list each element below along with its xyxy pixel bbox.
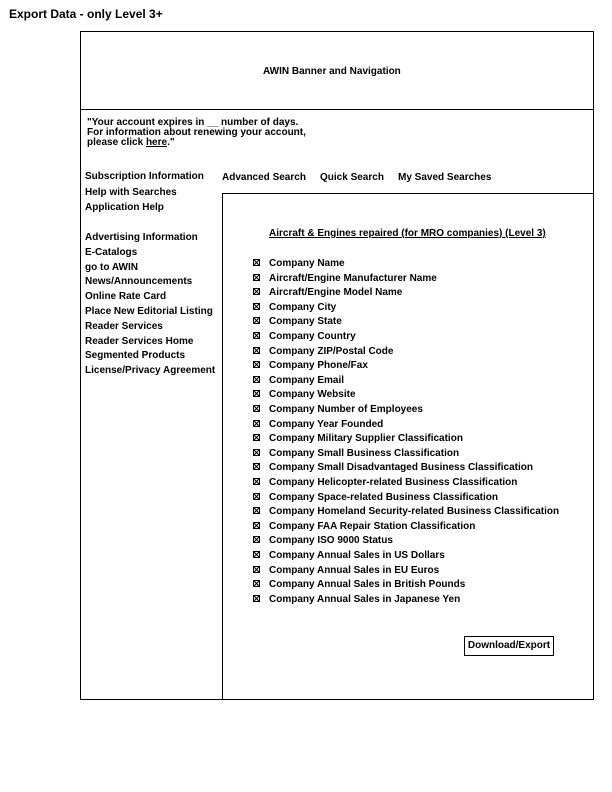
checkbox-company-annual-sales-in-eu-euros[interactable] (253, 566, 260, 573)
field-label: Company Annual Sales in EU Euros (269, 564, 440, 576)
checkbox-company-annual-sales-in-british-pounds[interactable] (253, 580, 260, 587)
section-title: Aircraft & Engines repaired (for MRO companies) (Level 3) (269, 228, 546, 239)
field-label: Company City (269, 301, 337, 313)
checkbox-company-military-supplier-classification[interactable] (253, 434, 260, 441)
checkbox-company-website[interactable] (253, 390, 260, 397)
notice-line-3-prefix: please click (87, 137, 146, 148)
tab-advanced-search[interactable]: Advanced Search (222, 172, 306, 183)
renew-account-link[interactable]: here (145, 137, 168, 148)
checkbox-company-annual-sales-in-us-dollars[interactable] (253, 551, 260, 558)
banner (81, 32, 593, 110)
field-label: Company Space-related Business Classification (269, 491, 498, 503)
field-label: Company Website (269, 389, 356, 401)
field-label: Company Annual Sales in US Dollars (269, 550, 445, 561)
sidebar-item-subscription-information[interactable]: Subscription Information (85, 171, 204, 182)
export-panel (222, 193, 594, 700)
field-label: Aircraft/Engine Model Name (269, 287, 403, 299)
sidebar-item-e-catalogs[interactable]: E-Catalogs (85, 247, 138, 258)
checkbox-company-number-of-employees[interactable] (253, 405, 260, 412)
download-export-button[interactable]: Download/Export (464, 636, 554, 656)
notice-line-1: "Your account expires in __ number of days. (87, 117, 299, 128)
checkbox-company-faa-repair-station-classification[interactable] (253, 522, 260, 529)
field-label: Company Year Founded (269, 418, 384, 430)
field-label: Company Annual Sales in British Pounds (269, 579, 466, 591)
sidebar-item-help-with-searches[interactable]: Help with Searches (85, 187, 177, 198)
sidebar-item-advertising-information[interactable]: Advertising Information (85, 232, 198, 243)
field-label: Company ISO 9000 Status (269, 535, 393, 547)
banner-label: AWIN Banner and Navigation (263, 66, 401, 77)
field-label: Company Number of Employees (269, 404, 423, 415)
field-label: Company Phone/Fax (269, 360, 368, 372)
field-label: Company FAA Repair Station Classification (269, 520, 476, 532)
field-label: Company Email (269, 374, 345, 386)
checkbox-company-country[interactable] (253, 332, 260, 339)
checkbox-company-phone-fax[interactable] (253, 361, 260, 368)
checkbox-company-small-disadvantaged-business-classification[interactable] (253, 463, 260, 470)
field-label: Company Country (269, 331, 356, 342)
sidebar-item-reader-services-home[interactable]: Reader Services Home (85, 336, 194, 347)
checkbox-company-homeland-security-related-business-classification[interactable] (253, 507, 260, 514)
checkbox-company-year-founded[interactable] (253, 420, 260, 427)
page-title: Export Data - only Level 3+ (9, 7, 163, 21)
notice-line-2: For information about renewing your account, (87, 127, 306, 138)
field-label: Company Small Business Classification (269, 447, 460, 459)
sidebar-item-segmented-products[interactable]: Segmented Products (85, 350, 186, 361)
checkbox-company-iso-9000-status[interactable] (253, 536, 260, 543)
field-label: Company Annual Sales in Japanese Yen (269, 593, 461, 605)
checkbox-aircraft-engine-model-name[interactable] (253, 288, 260, 295)
field-label: Company Helicopter-related Business Classification (269, 477, 518, 488)
page-frame (80, 31, 594, 700)
sidebar-item-license-privacy-agreement[interactable]: License/Privacy Agreement (85, 365, 216, 376)
checkbox-company-annual-sales-in-japanese-yen[interactable] (253, 595, 260, 602)
field-label: Company Small Disadvantaged Business Classification (269, 462, 533, 474)
checkbox-company-helicopter-related-business-classification[interactable] (253, 478, 260, 485)
checkbox-company-email[interactable] (253, 376, 260, 383)
checkbox-company-name[interactable] (253, 259, 260, 266)
notice-line-3-suffix: ." (167, 137, 175, 148)
field-label: Company Name (269, 258, 345, 269)
checkbox-company-small-business-classification[interactable] (253, 449, 260, 456)
field-label: Aircraft/Engine Manufacturer Name (269, 272, 437, 284)
sidebar-item-reader-services[interactable]: Reader Services (85, 321, 163, 332)
field-label: Company Military Supplier Classification (269, 433, 463, 445)
account-expiry-notice (87, 118, 306, 148)
sidebar-item-application-help[interactable]: Application Help (85, 202, 164, 213)
checkbox-company-state[interactable] (253, 317, 260, 324)
checkbox-company-city[interactable] (253, 303, 260, 310)
checkbox-company-space-related-business-classification[interactable] (253, 493, 260, 500)
sidebar-item-online-rate-card[interactable]: Online Rate Card (85, 291, 167, 302)
checkbox-company-zip-postal-code[interactable] (253, 347, 260, 354)
field-label: Company Homeland Security-related Business Classification (269, 506, 560, 518)
tab-my-saved-searches[interactable]: My Saved Searches (398, 172, 492, 183)
sidebar-item-go-to-awin[interactable]: go to AWIN (85, 262, 138, 273)
sidebar-item-news-announcements[interactable]: News/Announcements (85, 276, 193, 287)
tab-quick-search[interactable]: Quick Search (320, 172, 384, 183)
field-label: Company ZIP/Postal Code (269, 345, 394, 357)
field-label: Company State (269, 316, 342, 328)
notice-line-3 (87, 138, 306, 148)
sidebar-item-place-new-editorial-listing[interactable]: Place New Editorial Listing (85, 306, 213, 317)
checkbox-aircraft-engine-manufacturer-name[interactable] (253, 274, 260, 281)
